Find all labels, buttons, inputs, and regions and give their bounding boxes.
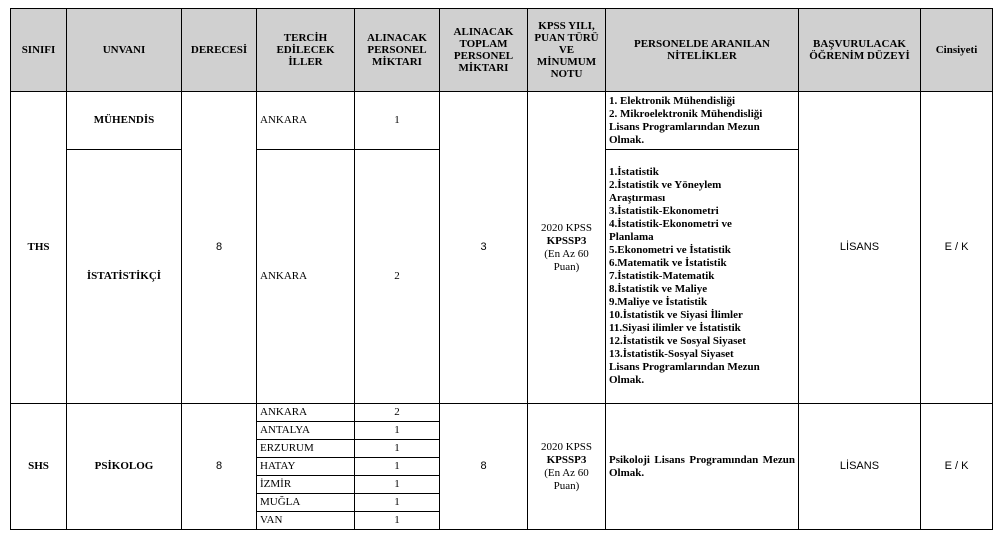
qualification-line: 8.İstatistik ve Maliye <box>609 283 708 295</box>
qualification-line: Planlama <box>609 231 654 243</box>
total-cell-shs: 8 <box>440 404 528 530</box>
class-cell-ths: THS <box>11 92 67 404</box>
title-cell-istatistikci: İSTATİSTİKÇİ <box>67 150 182 404</box>
qualification-line: 7.İstatistik-Matematik <box>609 270 715 282</box>
header-kpss: KPSS YILI, PUAN TÜRÜ VE MİNUMUM NOTU <box>528 9 606 92</box>
header-row <box>11 9 993 92</box>
gender-cell-shs: E / K <box>921 404 993 530</box>
count-cell: 1 <box>355 494 440 512</box>
grade-cell-shs: 8 <box>182 404 257 530</box>
city-cell: MUĞLA <box>257 494 355 512</box>
city-cell: HATAY <box>257 458 355 476</box>
header-tercih-illeri: TERCİH EDİLECEK İLLER <box>257 9 355 92</box>
qualification-cell-istatistikci <box>606 150 799 404</box>
table-row <box>11 404 993 422</box>
education-cell-shs: LİSANS <box>799 404 921 530</box>
count-cell: 2 <box>355 404 440 422</box>
qualification-line: 12.İstatistik ve Sosyal Siyaset <box>609 335 746 347</box>
city-cell: İZMİR <box>257 476 355 494</box>
personnel-table <box>10 8 993 530</box>
title-cell-psikolog: PSİKOLOG <box>67 404 182 530</box>
count-cell: 2 <box>355 150 440 404</box>
count-cell: 1 <box>355 440 440 458</box>
count-cell: 1 <box>355 476 440 494</box>
table-row <box>11 92 993 150</box>
qualification-line: Lisans Programlarından Mezun <box>609 120 760 133</box>
qualification-cell-psikolog: Psikoloji Lisans Programından Mezun Olmak. <box>606 404 799 530</box>
qualification-line: 1. Elektronik Mühendisliği <box>609 94 736 107</box>
count-cell: 1 <box>355 512 440 530</box>
kpss-type: KPSSP3 <box>546 453 587 466</box>
city-cell: ANKARA <box>257 92 355 150</box>
qualification-line: 2.İstatistik ve Yöneylem <box>609 179 722 191</box>
count-cell: 1 <box>355 422 440 440</box>
qualification-cell-muhendis <box>606 92 799 150</box>
header-nitelikler: PERSONELDE ARANILAN NİTELİKLER <box>606 9 799 92</box>
qualification-line: 9.Maliye ve İstatistik <box>609 296 708 308</box>
header-sinifi: SINIFI <box>11 9 67 92</box>
qualification-line: 1.İstatistik <box>609 166 659 178</box>
qualification-line: Lisans Programlarından Mezun <box>609 361 760 373</box>
qualification-line: 6.Matematik ve İstatistik <box>609 257 727 269</box>
header-unvani: UNVANI <box>67 9 182 92</box>
kpss-year: 2020 KPSS <box>540 440 593 453</box>
class-cell-shs: SHS <box>11 404 67 530</box>
qualification-line: 3.İstatistik-Ekonometri <box>609 205 719 217</box>
qualification-line: Olmak. <box>609 133 645 146</box>
count-cell: 1 <box>355 92 440 150</box>
city-cell: ANKARA <box>257 404 355 422</box>
city-cell: ERZURUM <box>257 440 355 458</box>
qualification-line: Araştırması <box>609 192 666 204</box>
city-cell: ANKARA <box>257 150 355 404</box>
kpss-cell-shs <box>528 404 606 530</box>
qualification-line: 11.Siyasi ilimler ve İstatistik <box>609 322 741 334</box>
qualification-line: 13.İstatistik-Sosyal Siyaset <box>609 348 734 360</box>
city-cell: VAN <box>257 512 355 530</box>
header-derecesi: DERECESİ <box>182 9 257 92</box>
qualification-line: 10.İstatistik ve Siyasi İlimler <box>609 309 743 321</box>
total-cell-ths: 3 <box>440 92 528 404</box>
qualification-line: 5.Ekonometri ve İstatistik <box>609 244 731 256</box>
kpss-year: 2020 KPSS <box>540 221 593 234</box>
header-ogrenim: BAŞVURULACAK ÖĞRENİM DÜZEYİ <box>799 9 921 92</box>
personnel-table-document <box>10 8 993 530</box>
gender-cell-ths: E / K <box>921 92 993 404</box>
qualification-line: 2. Mikroelektronik Mühendisliği <box>609 107 763 120</box>
count-cell: 1 <box>355 458 440 476</box>
grade-cell-ths: 8 <box>182 92 257 404</box>
header-cinsiyeti: Cinsiyeti <box>921 9 993 92</box>
kpss-cell-ths <box>528 92 606 404</box>
header-alinacak-miktar: ALINACAK PERSONEL MİKTARI <box>355 9 440 92</box>
city-cell: ANTALYA <box>257 422 355 440</box>
qualification-line: Olmak. <box>609 374 645 386</box>
qualification-line: 4.İstatistik-Ekonometri ve <box>609 218 732 230</box>
kpss-min-score: (En Az 60 Puan) <box>544 247 589 273</box>
kpss-type: KPSSP3 <box>546 234 587 247</box>
title-cell-muhendis: MÜHENDİS <box>67 92 182 150</box>
header-toplam-miktar: ALINACAK TOPLAM PERSONEL MİKTARI <box>440 9 528 92</box>
kpss-min-score: (En Az 60 Puan) <box>544 466 589 492</box>
education-cell-ths: LİSANS <box>799 92 921 404</box>
